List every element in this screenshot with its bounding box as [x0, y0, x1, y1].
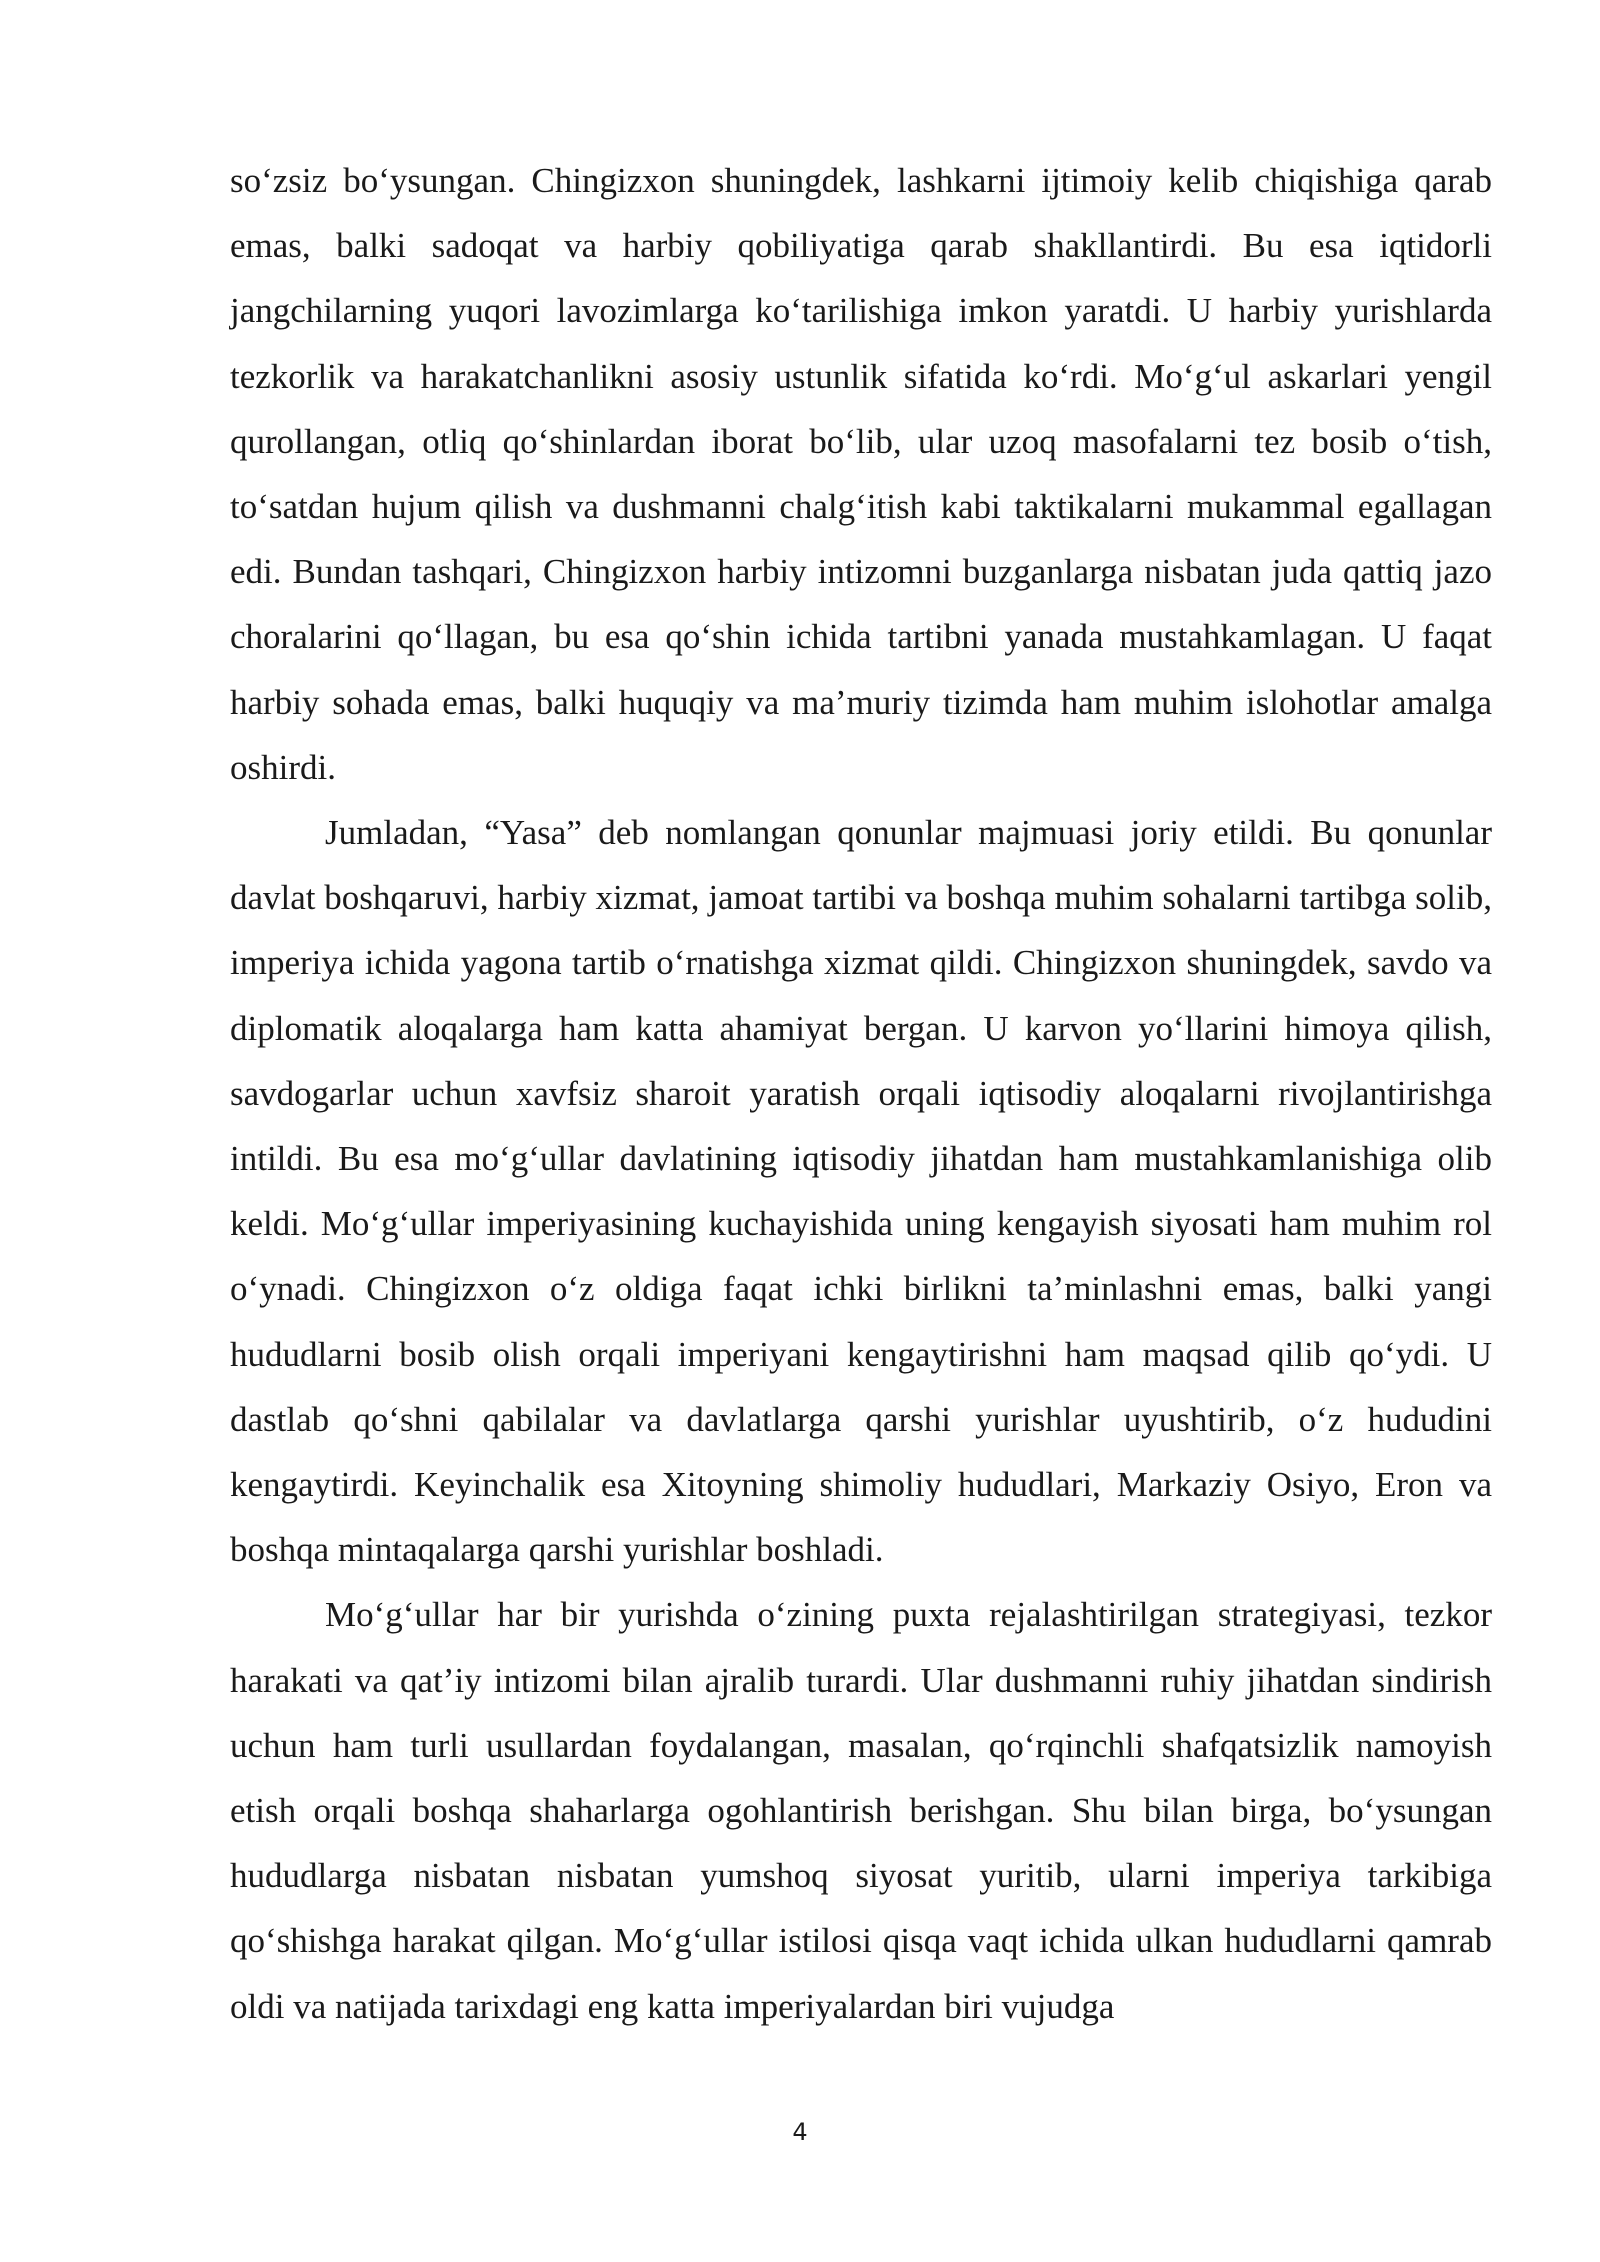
- body-text: [230, 148, 1492, 2039]
- paragraph-2: Jumladan, “Yasa” deb nomlangan qonunlar majmuasi joriy etildi. Bu qonunlar davlat boshqaruvi, harbiy xizmat, jamoat tartibi va boshqa muhim sohalarni tartibga solib, imperiya ichida yagona tartib o‘rnatishga xizmat qildi. Chingizxon shuningdek, savdo va diplomatik aloqalarga ham katta ahamiyat bergan. U karvon yo‘llarini himoya qilish, savdogarlar uchun xavfsiz sharoit yaratish orqali iqtisodiy aloqalarni rivojlantirishga intildi. Bu esa mo‘g‘ullar davlatining iqtisodiy jihatdan ham mustahkamlanishiga olib keldi. Mo‘g‘ullar imperiyasining kuchayishida uning kengayish siyosati ham muhim rol o‘ynadi. Chingizxon o‘z oldiga faqat ichki birlikni ta’minlashni emas, balki yangi hududlarni bosib olish orqali imperiyani kengaytirishni ham maqsad qilib qo‘ydi. U dastlab qo‘shni qabilalar va davlatlarga qarshi yurishlar uyushtirib, o‘z hududini kengaytirdi. Keyinchalik esa Xitoyning shimoliy hududlari, Markaziy Osiyo, Eron va boshqa mintaqalarga qarshi yurishlar boshladi.: [230, 813, 1492, 1570]
- page-number: 4: [792, 2118, 808, 2146]
- paragraph-3: Mo‘g‘ullar har bir yurishda o‘zining puxta rejalashtirilgan strategiyasi, tezkor harakati va qat’iy intizomi bilan ajralib turardi. Ular dushmanni ruhiy jihatdan sindirish uchun ham turli usullardan foydalangan, masalan, qo‘rqinchli shafqatsizlik namoyish etish orqali boshqa shaharlarga ogohlantirish berishgan. Shu bilan birga, bo‘ysungan hududlarga nisbatan nisbatan yumshoq siyosat yuritib, ularni imperiya tarkibiga qo‘shishga harakat qilgan. Mo‘g‘ullar istilosi qisqa vaqt ichida ulkan hududlarni qamrab oldi va natijada tarixdagi eng katta imperiyalardan biri vujudga: [230, 1595, 1492, 2026]
- paragraph-1: so‘zsiz bo‘ysungan. Chingizxon shuningdek, lashkarni ijtimoiy kelib chiqishiga qarab emas, balki sadoqat va harbiy qobiliyatiga qarab shakllantirdi. Bu esa iqtidorli jangchilarning yuqori lavozimlarga ko‘tarilishiga imkon yaratdi. U harbiy yurishlarda tezkorlik va harakatchanlikni asosiy ustunlik sifatida ko‘rdi. Mo‘g‘ul askarlari yengil qurollangan, otliq qo‘shinlardan iborat bo‘lib, ular uzoq masofalarni tez bosib o‘tish, to‘satdan hujum qilish va dushmanni chalg‘itish kabi taktikalarni mukammal egallagan edi. Bundan tashqari, Chingizxon harbiy intizomni buzganlarga nisbatan juda qattiq jazo choralarini qo‘llagan, bu esa qo‘shin ichida tartibni yanada mustahkamlagan. U faqat harbiy sohada emas, balki huquqiy va ma’muriy tizimda ham muhim islohotlar amalga oshirdi.: [230, 161, 1492, 787]
